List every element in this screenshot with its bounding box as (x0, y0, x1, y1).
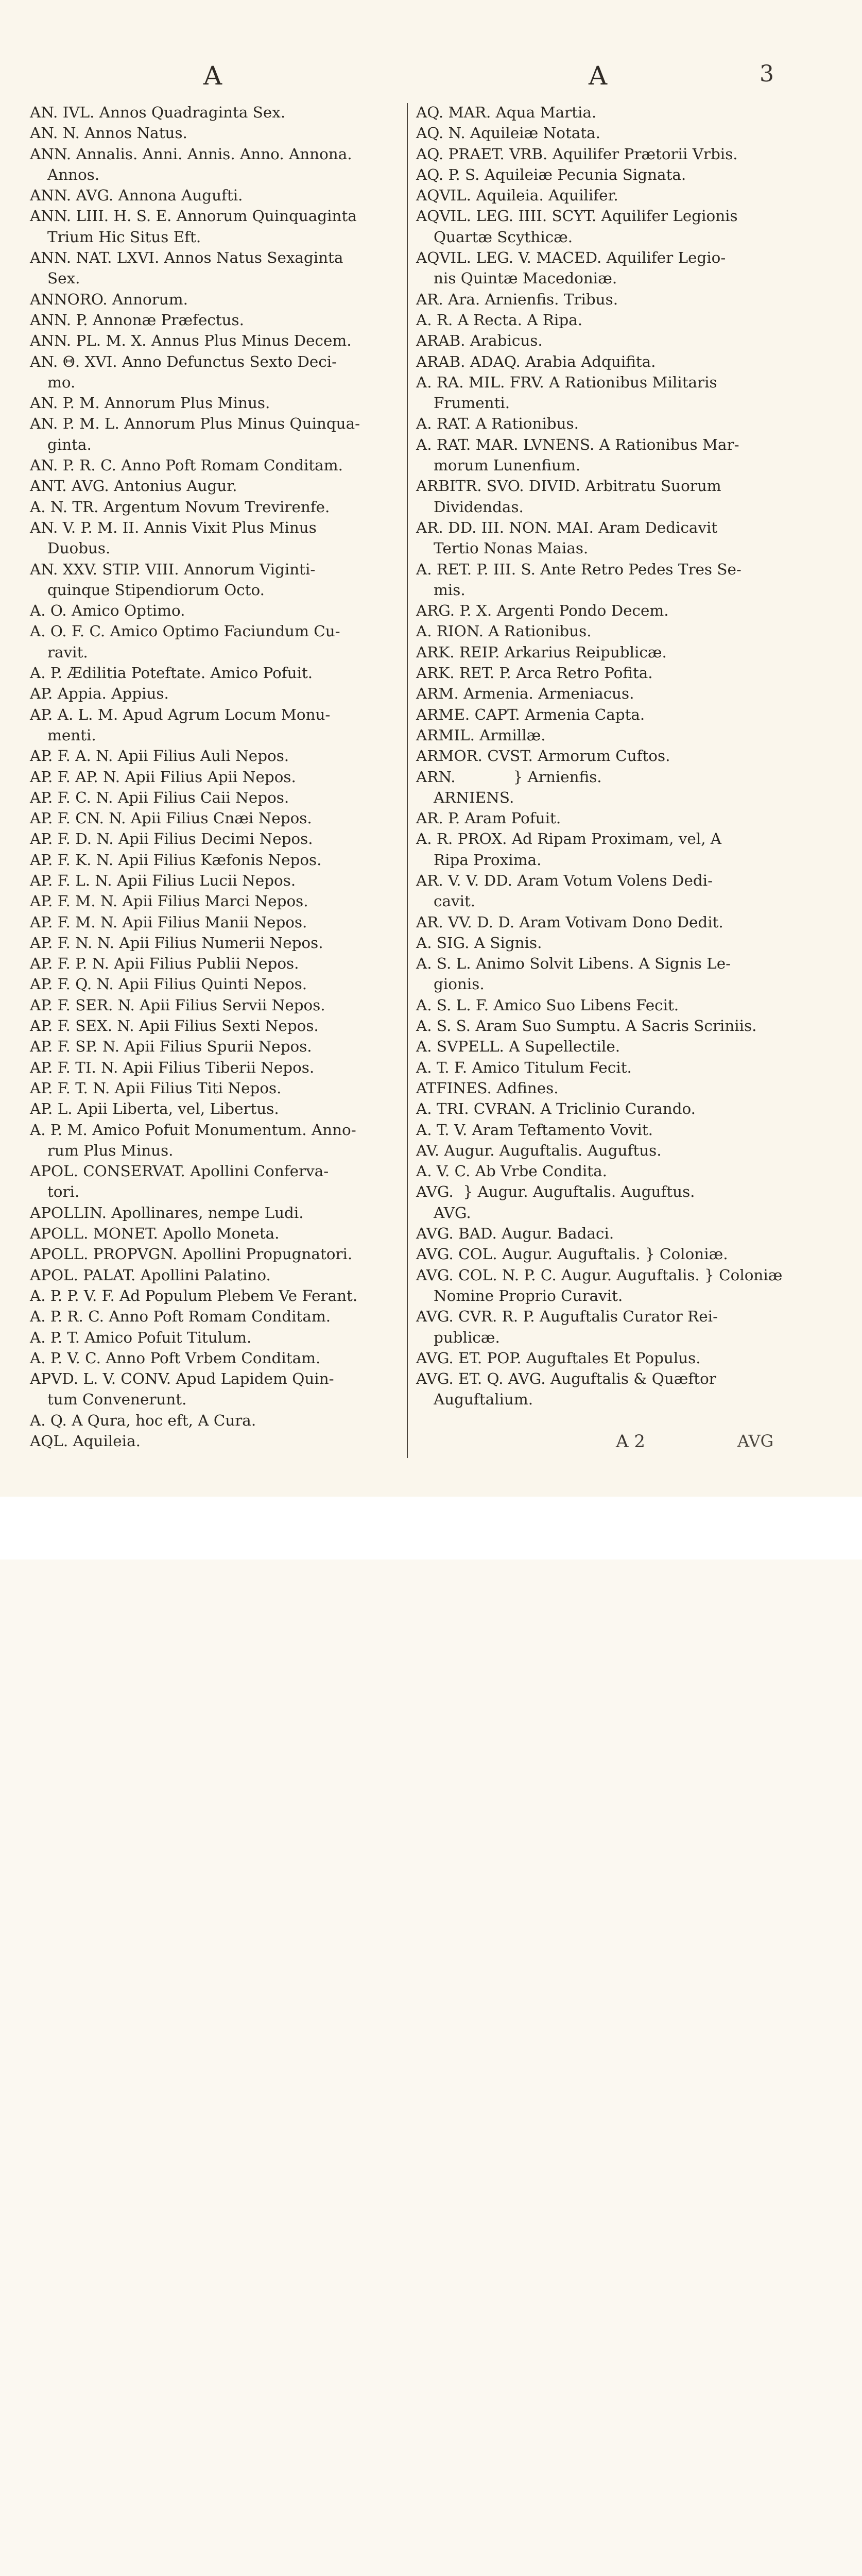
dictionary-entry (30, 933, 406, 953)
dictionary-entry (416, 310, 792, 330)
entry-line: AP. F. N. N. Apii Filius Numerii Nepos. (30, 934, 323, 952)
entry-line: AP. F. M. N. Apii Filius Marci Nepos. (30, 892, 308, 910)
dictionary-entry (30, 455, 406, 476)
entry-line: A. Q. A Qura, hoc eft, A Cura. (30, 1411, 256, 1429)
dictionary-entry (30, 953, 406, 974)
catchword: AVG (737, 1431, 774, 1451)
dictionary-entry (416, 683, 792, 704)
running-head-left: A (203, 61, 222, 91)
running-head-right: A (589, 61, 608, 91)
dictionary-entry (416, 933, 792, 953)
dictionary-entry (30, 1327, 406, 1348)
entry-line: AQVIL. LEG. V. MACED. Aquilifer Legio- (416, 249, 726, 267)
dictionary-entry (30, 1036, 406, 1057)
entry-line: AN. V. P. M. II. Annis Vixit Plus Minus (30, 518, 317, 536)
entry-line: APOL. CONSERVAT. Apollini Conferva- (30, 1162, 329, 1180)
entry-line: AP. F. A. N. Apii Filius Auli Nepos. (30, 747, 289, 765)
entry-line: AP. F. CN. N. Apii Filius Cnæi Nepos. (30, 809, 312, 827)
entry-line: ARK. RET. P. Arca Retro Pofita. (416, 664, 653, 682)
dictionary-entry (416, 144, 792, 164)
entry-line: AP. F. C. N. Apii Filius Caii Nepos. (30, 788, 289, 806)
dictionary-entry (416, 725, 792, 745)
dictionary-entry (30, 351, 406, 393)
entry-line: ARAB. ADAQ. Arabia Adquifita. (416, 352, 656, 370)
entry-line: APOLL. MONET. Apollo Moneta. (30, 1225, 280, 1243)
entry-line: AP. F. SP. N. Apii Filius Spurii Nepos. (30, 1038, 312, 1056)
entry-line: AP. F. Q. N. Apii Filius Quinti Nepos. (30, 975, 307, 993)
dictionary-entry (30, 289, 406, 310)
dictionary-entry (416, 1120, 792, 1140)
dictionary-entry (416, 1348, 792, 1368)
entry-line: AP. F. L. N. Apii Filius Lucii Nepos. (30, 871, 296, 889)
dictionary-entry (30, 1368, 406, 1410)
entry-line: A. R. PROX. Ad Ripam Proximam, vel, A (416, 830, 722, 848)
entry-continuation: Dividendas. (434, 498, 524, 516)
dictionary-entry (30, 1285, 406, 1306)
entry-line: A. P. Ædilitia Poteftate. Amico Pofuit. (30, 664, 313, 682)
dictionary-entry (416, 828, 792, 870)
entry-line: AR. V. V. DD. Aram Votum Volens Dedi- (416, 871, 713, 889)
entry-line: AR. P. Aram Pofuit. (416, 809, 561, 827)
entry-line: AP. F. M. N. Apii Filius Manii Nepos. (30, 913, 307, 931)
dictionary-entry (30, 559, 406, 601)
dictionary-entry (416, 330, 792, 351)
entry-line: ARK. REIP. Arkarius Reipublicæ. (416, 643, 667, 661)
dictionary-entry (30, 683, 406, 704)
entry-continuation: ginta. (47, 435, 92, 453)
entry-line: AP. F. K. N. Apii Filius Kæfonis Nepos. (30, 851, 322, 869)
left-column (30, 102, 406, 1451)
entry-line: AVG. COL. N. P. C. Augur. Auguftalis. } Coloniæ (416, 1266, 783, 1284)
entry-continuation: menti. (47, 726, 96, 744)
entry-line: AQVIL. LEG. IIII. SCYT. Aquilifer Legionis (416, 207, 738, 225)
entry-line: A. V. C. Ab Vrbe Condita. (416, 1162, 608, 1180)
dictionary-entry (416, 1098, 792, 1119)
entry-line: AN. P. M. L. Annorum Plus Minus Quinqua- (30, 415, 360, 433)
dictionary-entry (416, 1181, 792, 1223)
dictionary-entry (416, 247, 792, 289)
entry-line: A. RET. P. III. S. Ante Retro Pedes Tres Se- (416, 560, 742, 578)
dictionary-entry (30, 1306, 406, 1327)
dictionary-entry (416, 745, 792, 766)
entry-continuation: ARNIENS. (434, 788, 514, 806)
dictionary-entry (30, 1223, 406, 1244)
entry-line: ARG. P. X. Argenti Pondo Decem. (416, 602, 669, 620)
entry-line: ANT. AVG. Antonius Augur. (30, 477, 237, 495)
dictionary-entry (30, 185, 406, 206)
entry-line: AP. F. TI. N. Apii Filius Tiberii Nepos. (30, 1058, 315, 1076)
dictionary-entry (416, 600, 792, 621)
entry-line: APOLL. PROPVGN. Apollini Propugnatori. (30, 1245, 353, 1263)
dictionary-entry (30, 891, 406, 911)
dictionary-entry (416, 434, 792, 476)
entry-line: AP. F. D. N. Apii Filius Decimi Nepos. (30, 830, 313, 848)
dictionary-entry (416, 517, 792, 559)
dictionary-entry (30, 393, 406, 413)
dictionary-entry (30, 787, 406, 808)
entry-line: AQ. PRAET. VRB. Aquilifer Prætorii Vrbis. (416, 145, 738, 163)
entry-line: AN. N. Annos Natus. (30, 124, 187, 142)
dictionary-entry (416, 1265, 792, 1307)
column-rule (407, 103, 408, 1458)
dictionary-entry (30, 808, 406, 828)
entry-line: AQL. Aquileia. (30, 1432, 141, 1450)
entry-line: ANN. P. Annonæ Præfectus. (30, 311, 244, 329)
dictionary-entry (30, 1244, 406, 1264)
entry-line: ATFINES. Adfines. (416, 1079, 559, 1097)
entry-continuation: AVG. (434, 1204, 471, 1222)
entry-line: APOLLIN. Apollinares, nempe Ludi. (30, 1204, 304, 1222)
dictionary-entry (416, 912, 792, 933)
entry-continuation: Sex. (47, 269, 80, 287)
dictionary-entry (416, 1161, 792, 1181)
dictionary-entry (30, 1161, 406, 1202)
entry-line: AN. IVL. Annos Quadraginta Sex. (30, 104, 286, 121)
entry-line: ARAB. Arabicus. (416, 332, 543, 350)
dictionary-entry (416, 102, 792, 123)
entry-continuation: Duobus. (47, 539, 111, 557)
dictionary-entry (30, 995, 406, 1015)
entry-line: A. SVPELL. A Supellectile. (416, 1038, 620, 1056)
dictionary-entry (30, 1120, 406, 1161)
entry-line: A. O. Amico Optimo. (30, 602, 185, 620)
entry-continuation: nis Quintæ Macedoniæ. (434, 269, 617, 287)
dictionary-entry (416, 185, 792, 206)
entry-line: A. S. L. F. Amico Suo Libens Fecit. (416, 996, 679, 1014)
entry-line: A. S. L. Animo Solvit Libens. A Signis Le- (416, 955, 731, 973)
dictionary-entry (416, 767, 792, 808)
dictionary-entry (416, 206, 792, 247)
entry-continuation: Quartæ Scythicæ. (434, 228, 573, 246)
entry-continuation: Auguftalium. (434, 1391, 533, 1409)
dictionary-entry (416, 1244, 792, 1264)
entry-line: ANN. NAT. LXVI. Annos Natus Sexaginta (30, 249, 343, 267)
dictionary-entry (30, 123, 406, 143)
entry-line: A. R. A Recta. A Ripa. (416, 311, 583, 329)
entry-line: A. P. T. Amico Pofuit Titulum. (30, 1328, 252, 1346)
dictionary-entry (416, 1140, 792, 1161)
dictionary-entry (416, 1015, 792, 1036)
entry-line: ANN. PL. M. X. Annus Plus Minus Decem. (30, 332, 352, 350)
entry-line: ANN. AVG. Annona Augufti. (30, 187, 243, 205)
entry-line: ANN. LIII. H. S. E. Annorum Quinquaginta (30, 207, 357, 225)
dictionary-entry (416, 642, 792, 663)
dictionary-entry (416, 476, 792, 517)
dictionary-entry (30, 974, 406, 994)
dictionary-entry (416, 808, 792, 828)
entry-line: AP. F. AP. N. Apii Filius Apii Nepos. (30, 768, 296, 786)
dictionary-entry (30, 850, 406, 870)
entry-line: AR. DD. III. NON. MAI. Aram Dedicavit (416, 518, 718, 536)
entry-line: AV. Augur. Auguftalis. Auguftus. (416, 1141, 662, 1159)
dictionary-entry (30, 1202, 406, 1223)
entry-line: A. T. V. Aram Teftamento Vovit. (416, 1121, 653, 1139)
entry-continuation: Trium Hic Situs Eft. (47, 228, 201, 246)
entry-continuation: tori. (47, 1183, 80, 1201)
dictionary-entry (416, 164, 792, 185)
entry-line: AP. F. T. N. Apii Filius Titi Nepos. (30, 1079, 282, 1097)
entry-line: AVG. ET. POP. Auguftales Et Populus. (416, 1349, 701, 1367)
dictionary-entry (30, 704, 406, 746)
dictionary-entry (416, 953, 792, 995)
dictionary-entry (416, 995, 792, 1015)
dictionary-entry (30, 745, 406, 766)
entry-line: ANNORO. Annorum. (30, 290, 188, 308)
dictionary-entry (30, 497, 406, 517)
entry-line: A. SIG. A Signis. (416, 934, 542, 952)
entry-continuation: publicæ. (434, 1328, 500, 1346)
entry-line: ARM. Armenia. Armeniacus. (416, 685, 634, 703)
digitization-footer (0, 1497, 862, 1560)
entry-line: AQVIL. Aquileia. Aquilifer. (416, 187, 618, 205)
entry-line: AVG. } Augur. Auguftalis. Auguftus. (416, 1183, 695, 1201)
dictionary-entry (416, 1078, 792, 1098)
dictionary-entry (416, 1223, 792, 1244)
dictionary-entry (30, 621, 406, 663)
dictionary-entry (30, 144, 406, 185)
entry-line: APVD. L. V. CONV. Apud Lapidem Quin- (30, 1370, 334, 1388)
entry-continuation: Tertio Nonas Maias. (434, 539, 589, 557)
dictionary-entry (30, 102, 406, 123)
dictionary-entry (416, 413, 792, 434)
entry-line: ARN. } Arnienfis. (416, 768, 602, 786)
entry-continuation: Nomine Proprio Curavit. (434, 1286, 623, 1304)
entry-line: AVG. COL. Augur. Auguftalis. } Coloniæ. (416, 1245, 728, 1263)
entry-line: A. TRI. CVRAN. A Triclinio Curando. (416, 1100, 696, 1118)
entry-line: AN. P. M. Annorum Plus Minus. (30, 394, 270, 412)
entry-continuation: Frumenti. (434, 394, 510, 412)
entry-line: AVG. CVR. R. P. Auguftalis Curator Rei- (416, 1308, 718, 1326)
entry-line: A. N. TR. Argentum Novum Trevirenfe. (30, 498, 330, 516)
dictionary-entry (30, 912, 406, 933)
entry-line: AVG. BAD. Augur. Badaci. (416, 1225, 614, 1243)
entry-line: AVG. ET. Q. AVG. Auguftalis & Quæftor (416, 1370, 716, 1388)
entry-line: AP. F. P. N. Apii Filius Publii Nepos. (30, 955, 299, 973)
entry-line: ARME. CAPT. Armenia Capta. (416, 705, 645, 723)
dictionary-entry (30, 413, 406, 455)
entry-continuation: Ripa Proxima. (434, 851, 542, 869)
dictionary-entry (30, 330, 406, 351)
dictionary-entry (30, 870, 406, 891)
entry-continuation: morum Lunenfium. (434, 456, 581, 474)
entry-line: AP. F. SEX. N. Apii Filius Sexti Nepos. (30, 1017, 319, 1035)
dictionary-entry (30, 1265, 406, 1285)
entry-line: AQ. MAR. Aqua Martia. (416, 104, 597, 121)
dictionary-entry (416, 1368, 792, 1410)
dictionary-entry (30, 828, 406, 849)
dictionary-entry (30, 600, 406, 621)
dictionary-entry (30, 1057, 406, 1078)
dictionary-entry (30, 1078, 406, 1098)
dictionary-entry (416, 704, 792, 725)
entry-continuation: mis. (434, 581, 466, 599)
dictionary-entry (30, 247, 406, 289)
page-number: 3 (760, 61, 774, 87)
entry-continuation: cavit. (434, 892, 476, 910)
dictionary-entry (416, 663, 792, 683)
dictionary-entry (30, 1410, 406, 1431)
entry-continuation: gionis. (434, 975, 485, 993)
entry-line: APOL. PALAT. Apollini Palatino. (30, 1266, 271, 1284)
entry-line: A. RION. A Rationibus. (416, 622, 592, 640)
entry-line: ARBITR. SVO. DIVID. Arbitratu Suorum (416, 477, 721, 495)
entry-line: A. P. V. C. Anno Poft Vrbem Conditam. (30, 1349, 321, 1367)
entry-line: AR. VV. D. D. Aram Votivam Dono Dedit. (416, 913, 723, 931)
entry-line: A. P. P. V. F. Ad Populum Plebem Ve Ferant. (30, 1286, 358, 1304)
entry-continuation: mo. (47, 373, 76, 391)
dictionary-entry (30, 767, 406, 787)
entry-line: ARMIL. Armillæ. (416, 726, 546, 744)
dictionary-entry (30, 663, 406, 683)
entry-line: AP. Appia. Appius. (30, 685, 169, 703)
entry-line: AN. XXV. STIP. VIII. Annorum Viginti- (30, 560, 316, 578)
entry-continuation: rum Plus Minus. (47, 1141, 174, 1159)
right-column (416, 102, 792, 1410)
dictionary-entry (416, 351, 792, 372)
entry-line: A. O. F. C. Amico Optimo Faciundum Cu- (30, 622, 340, 640)
dictionary-entry (416, 870, 792, 912)
entry-line: AP. F. SER. N. Apii Filius Servii Nepos. (30, 996, 325, 1014)
entry-line: A. T. F. Amico Titulum Fecit. (416, 1058, 632, 1076)
dictionary-entry (416, 621, 792, 641)
dictionary-entry (416, 1057, 792, 1078)
dictionary-entry (416, 289, 792, 310)
entry-line: ANN. Annalis. Anni. Annis. Anno. Annona. (30, 145, 352, 163)
dictionary-entry (416, 1306, 792, 1348)
entry-line: AN. P. R. C. Anno Poft Romam Conditam. (30, 456, 343, 474)
entry-line: AQ. P. S. Aquileiæ Pecunia Signata. (416, 165, 686, 183)
dictionary-entry (416, 559, 792, 601)
dictionary-entry (30, 1015, 406, 1036)
dictionary-entry (416, 372, 792, 414)
entry-line: AP. L. Apii Liberta, vel, Libertus. (30, 1100, 279, 1118)
entry-line: A. RA. MIL. FRV. A Rationibus Militaris (416, 373, 717, 391)
dictionary-entry (30, 1098, 406, 1119)
dictionary-entry (30, 517, 406, 559)
entry-line: A. S. S. Aram Suo Sumptu. A Sacris Scriniis. (416, 1017, 757, 1035)
entry-line: AR. Ara. Arnienfis. Tribus. (416, 290, 618, 308)
entry-continuation: tum Convenerunt. (47, 1391, 187, 1409)
entry-continuation: quinque Stipendiorum Octo. (47, 581, 265, 599)
dictionary-entry (30, 1348, 406, 1368)
entry-line: A. RAT. MAR. LVNENS. A Rationibus Mar- (416, 435, 739, 453)
entry-continuation: Annos. (47, 165, 100, 183)
signature-mark: A 2 (616, 1431, 645, 1452)
entry-line: AQ. N. Aquileiæ Notata. (416, 124, 601, 142)
entry-line: ARMOR. CVST. Armorum Cuftos. (416, 747, 670, 765)
entry-line: AP. A. L. M. Apud Agrum Locum Monu- (30, 705, 331, 723)
entry-line: AN. Θ. XVI. Anno Defunctus Sexto Deci- (30, 352, 337, 370)
dictionary-entry (416, 123, 792, 143)
dictionary-entry (30, 1431, 406, 1451)
dictionary-entry (416, 1036, 792, 1057)
dictionary-entry (30, 476, 406, 496)
dictionary-entry (30, 206, 406, 247)
entry-continuation: ravit. (47, 643, 88, 661)
dictionary-entry (30, 310, 406, 330)
entry-line: A. P. R. C. Anno Poft Romam Conditam. (30, 1308, 331, 1326)
entry-line: A. RAT. A Rationibus. (416, 415, 579, 433)
entry-line: A. P. M. Amico Pofuit Monumentum. Anno- (30, 1121, 356, 1139)
